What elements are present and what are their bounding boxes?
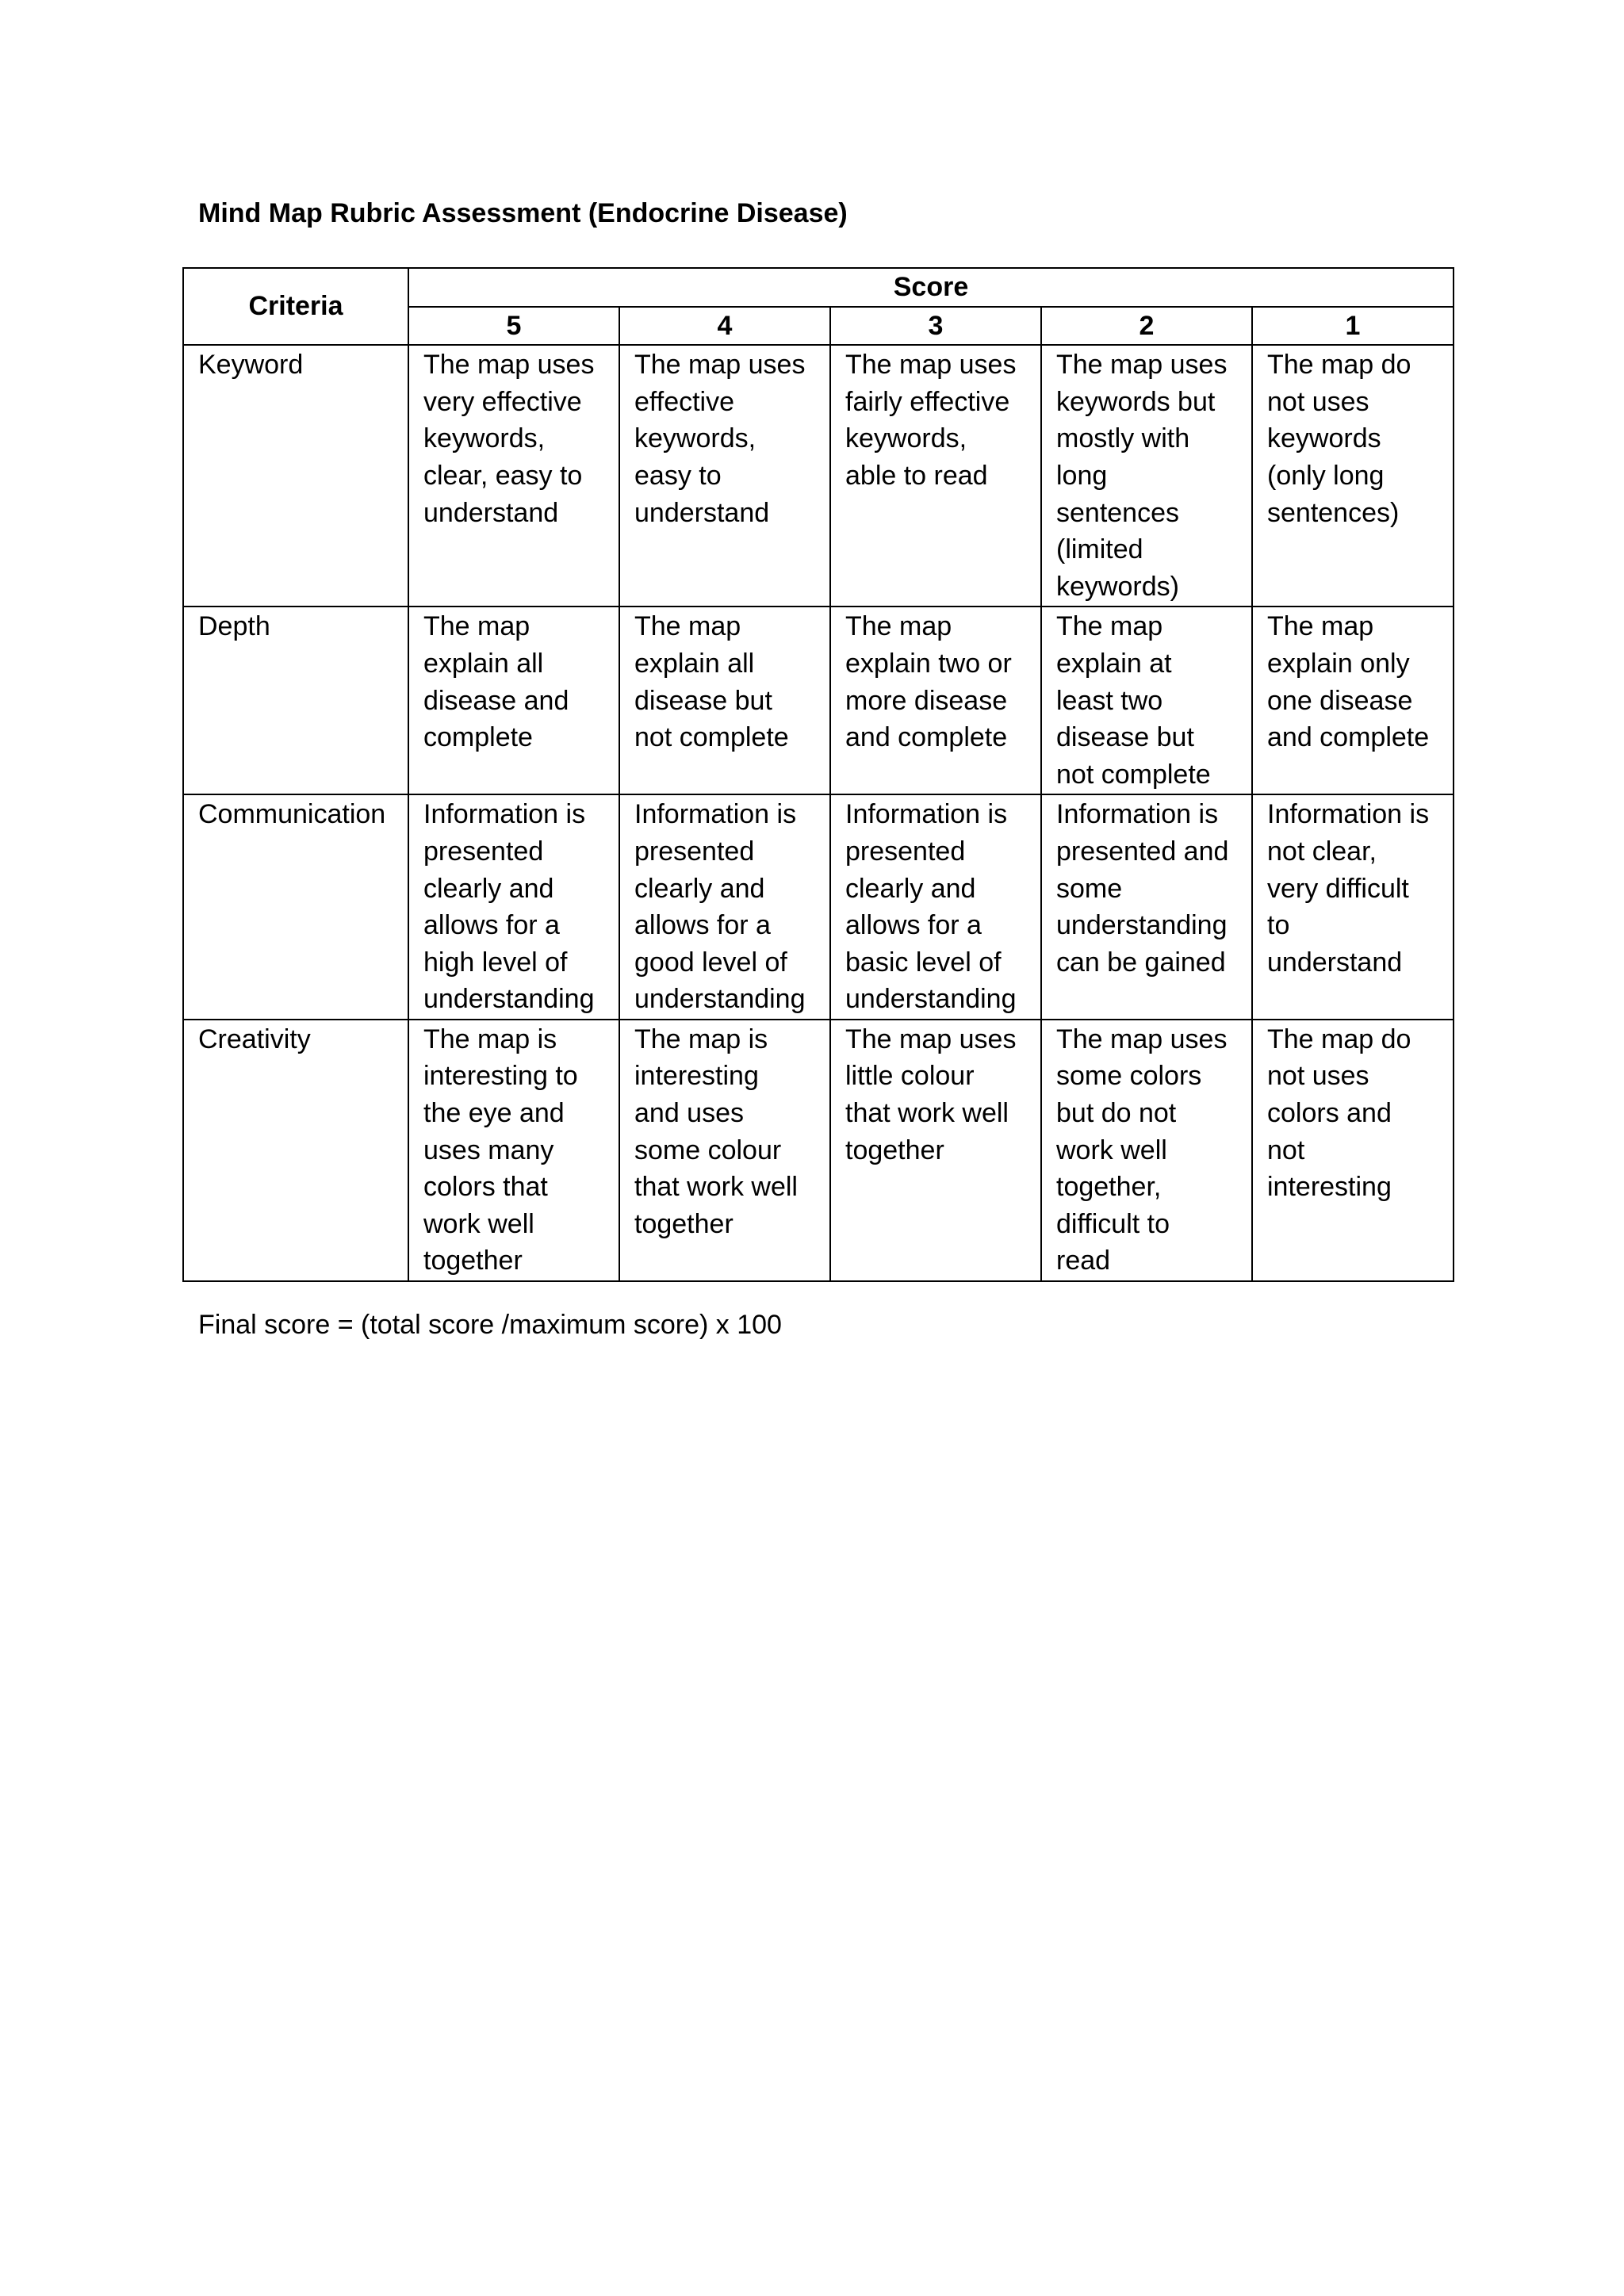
descriptor-line: that work well (845, 1098, 1009, 1129)
table-row (183, 794, 1454, 1020)
descriptor-line: clear, easy to (423, 460, 583, 491)
descriptor-line: keywords but (1056, 386, 1216, 417)
criteria-header: Criteria (183, 268, 408, 345)
descriptor-line: The map do (1267, 1024, 1411, 1054)
descriptor-cell (830, 345, 1041, 607)
descriptor-line: allows for a (634, 910, 771, 941)
descriptor-cell (408, 607, 619, 794)
descriptor-line: not complete (1056, 759, 1211, 790)
descriptor-line: explain all (423, 648, 544, 679)
descriptor-line: The map is (423, 1024, 557, 1054)
descriptor-line: Information is (423, 799, 586, 830)
descriptor-line: interesting to (423, 1061, 578, 1092)
descriptor-line: understand (423, 497, 559, 528)
descriptor-line: (only long (1267, 460, 1385, 491)
descriptor-line: one disease (1267, 685, 1413, 716)
descriptor-line: allows for a (423, 910, 560, 941)
criterion-label: Creativity (198, 1024, 311, 1054)
descriptor-line: explain all (634, 648, 755, 679)
descriptor-line: explain at (1056, 648, 1172, 679)
score-level-5: 5 (408, 307, 619, 346)
descriptor-line: complete (423, 722, 533, 753)
descriptor-line: understand (1267, 947, 1403, 978)
descriptor-line: long (1056, 460, 1108, 491)
descriptor-cell (619, 607, 830, 794)
descriptor-line: very effective (423, 386, 582, 417)
descriptor-line: fairly effective (845, 386, 1010, 417)
descriptor-cell (619, 345, 830, 607)
descriptor-line: and complete (845, 722, 1008, 753)
descriptor-line: to (1267, 910, 1290, 941)
descriptor-line: Information is (1267, 799, 1430, 830)
descriptor-line: The map uses (1056, 350, 1228, 381)
descriptor-line: disease but (634, 685, 772, 716)
descriptor-line: The map uses (423, 350, 595, 381)
descriptor-line: but do not (1056, 1098, 1177, 1129)
descriptor-cell (830, 794, 1041, 1020)
criterion-cell (183, 345, 408, 607)
descriptor-line: good level of (634, 947, 787, 978)
descriptor-line: interesting (634, 1061, 759, 1092)
criterion-label: Keyword (198, 350, 304, 381)
descriptor-line: understanding (845, 984, 1017, 1015)
descriptor-line: The map (634, 611, 741, 642)
descriptor-line: not uses (1267, 386, 1369, 417)
rubric-table (182, 267, 1454, 1282)
descriptor-line: presented (423, 836, 544, 867)
descriptor-cell (830, 607, 1041, 794)
criterion-cell (183, 794, 408, 1020)
descriptor-line: understand (634, 497, 770, 528)
criterion-cell (183, 607, 408, 794)
score-level-3: 3 (830, 307, 1041, 346)
descriptor-line: work well (1056, 1135, 1167, 1165)
score-level-1: 1 (1252, 307, 1454, 346)
descriptor-line: keywords) (1056, 571, 1179, 602)
descriptor-cell (1252, 607, 1454, 794)
descriptor-line: disease and (423, 685, 569, 716)
descriptor-line: that work well (634, 1172, 798, 1203)
descriptor-line: some (1056, 873, 1123, 904)
descriptor-line: The map (845, 611, 952, 642)
descriptor-line: difficult to (1056, 1208, 1170, 1239)
descriptor-line: effective (634, 386, 735, 417)
descriptor-line: clearly and (423, 873, 554, 904)
descriptor-line: sentences (1056, 497, 1179, 528)
final-score-formula: Final score = (total score /maximum score) x 100 (198, 1310, 782, 1340)
descriptor-line: not uses (1267, 1061, 1369, 1092)
descriptor-line: together, (1056, 1172, 1162, 1203)
descriptor-cell (408, 794, 619, 1020)
descriptor-cell (1252, 794, 1454, 1020)
descriptor-line: presented and (1056, 836, 1229, 867)
descriptor-line: easy to (634, 460, 722, 491)
descriptor-line: very difficult (1267, 873, 1409, 904)
descriptor-line: colors that (423, 1172, 548, 1203)
descriptor-line: clearly and (845, 873, 976, 904)
descriptor-line: can be gained (1056, 947, 1226, 978)
descriptor-line: colors and (1267, 1098, 1392, 1129)
descriptor-cell (1041, 345, 1252, 607)
descriptor-line: The map is (634, 1024, 768, 1054)
descriptor-line: understanding (1056, 910, 1228, 941)
descriptor-line: presented (634, 836, 755, 867)
descriptor-cell (1252, 345, 1454, 607)
descriptor-cell (408, 345, 619, 607)
descriptor-line: allows for a (845, 910, 982, 941)
descriptor-line: The map uses (1056, 1024, 1228, 1054)
descriptor-cell (1041, 794, 1252, 1020)
descriptor-line: keywords, (423, 423, 546, 454)
descriptor-line: The map (1267, 611, 1374, 642)
descriptor-line: together (634, 1208, 733, 1239)
descriptor-line: some colors (1056, 1061, 1202, 1092)
descriptor-line: explain only (1267, 648, 1410, 679)
descriptor-line: and uses (634, 1098, 744, 1129)
criterion-label: Depth (198, 611, 270, 642)
descriptor-cell (619, 1020, 830, 1281)
descriptor-line: understanding (634, 984, 806, 1015)
descriptor-line: keywords, (634, 423, 756, 454)
descriptor-line: able to read (845, 460, 988, 491)
descriptor-line: interesting (1267, 1172, 1392, 1203)
descriptor-line: little colour (845, 1061, 975, 1092)
descriptor-line: keywords, (845, 423, 967, 454)
descriptor-line: explain two or (845, 648, 1012, 679)
descriptor-line: work well (423, 1208, 534, 1239)
descriptor-cell (1041, 1020, 1252, 1281)
descriptor-line: uses many (423, 1135, 554, 1165)
descriptor-line: presented (845, 836, 966, 867)
descriptor-line: The map do (1267, 350, 1411, 381)
descriptor-line: The map uses (634, 350, 806, 381)
table-row (183, 607, 1454, 794)
descriptor-line: keywords (1267, 423, 1381, 454)
descriptor-cell (1041, 607, 1252, 794)
descriptor-line: (limited (1056, 534, 1143, 565)
descriptor-cell (408, 1020, 619, 1281)
descriptor-line: basic level of (845, 947, 1002, 978)
descriptor-line: The map uses (845, 350, 1017, 381)
descriptor-line: more disease (845, 685, 1008, 716)
descriptor-line: together (845, 1135, 944, 1165)
descriptor-line: read (1056, 1246, 1111, 1276)
descriptor-line: Information is (1056, 799, 1219, 830)
descriptor-line: and complete (1267, 722, 1430, 753)
descriptor-cell (1252, 1020, 1454, 1281)
descriptor-line: The map (1056, 611, 1163, 642)
score-header: Score (408, 268, 1454, 307)
score-level-2: 2 (1041, 307, 1252, 346)
score-level-4: 4 (619, 307, 830, 346)
descriptor-line: the eye and (423, 1098, 565, 1129)
rubric-body (183, 345, 1454, 1281)
descriptor-line: not complete (634, 722, 789, 753)
descriptor-line: Information is (634, 799, 797, 830)
descriptor-line: clearly and (634, 873, 765, 904)
table-row (183, 1020, 1454, 1281)
table-row (183, 345, 1454, 607)
criterion-label: Communication (198, 799, 386, 830)
descriptor-line: mostly with (1056, 423, 1190, 454)
descriptor-cell (619, 794, 830, 1020)
descriptor-line: Information is (845, 799, 1008, 830)
descriptor-line: some colour (634, 1135, 782, 1165)
descriptor-cell (830, 1020, 1041, 1281)
descriptor-line: not clear, (1267, 836, 1377, 867)
page-title: Mind Map Rubric Assessment (Endocrine Disease) (198, 198, 848, 228)
criterion-cell (183, 1020, 408, 1281)
descriptor-line: high level of (423, 947, 568, 978)
descriptor-line: understanding (423, 984, 595, 1015)
descriptor-line: disease but (1056, 722, 1194, 753)
descriptor-line: together (423, 1246, 523, 1276)
descriptor-line: The map uses (845, 1024, 1017, 1054)
descriptor-line: The map (423, 611, 530, 642)
descriptor-line: least two (1056, 685, 1163, 716)
header-row-top (183, 268, 1454, 307)
descriptor-line: not (1267, 1135, 1305, 1165)
descriptor-line: sentences) (1267, 497, 1400, 528)
